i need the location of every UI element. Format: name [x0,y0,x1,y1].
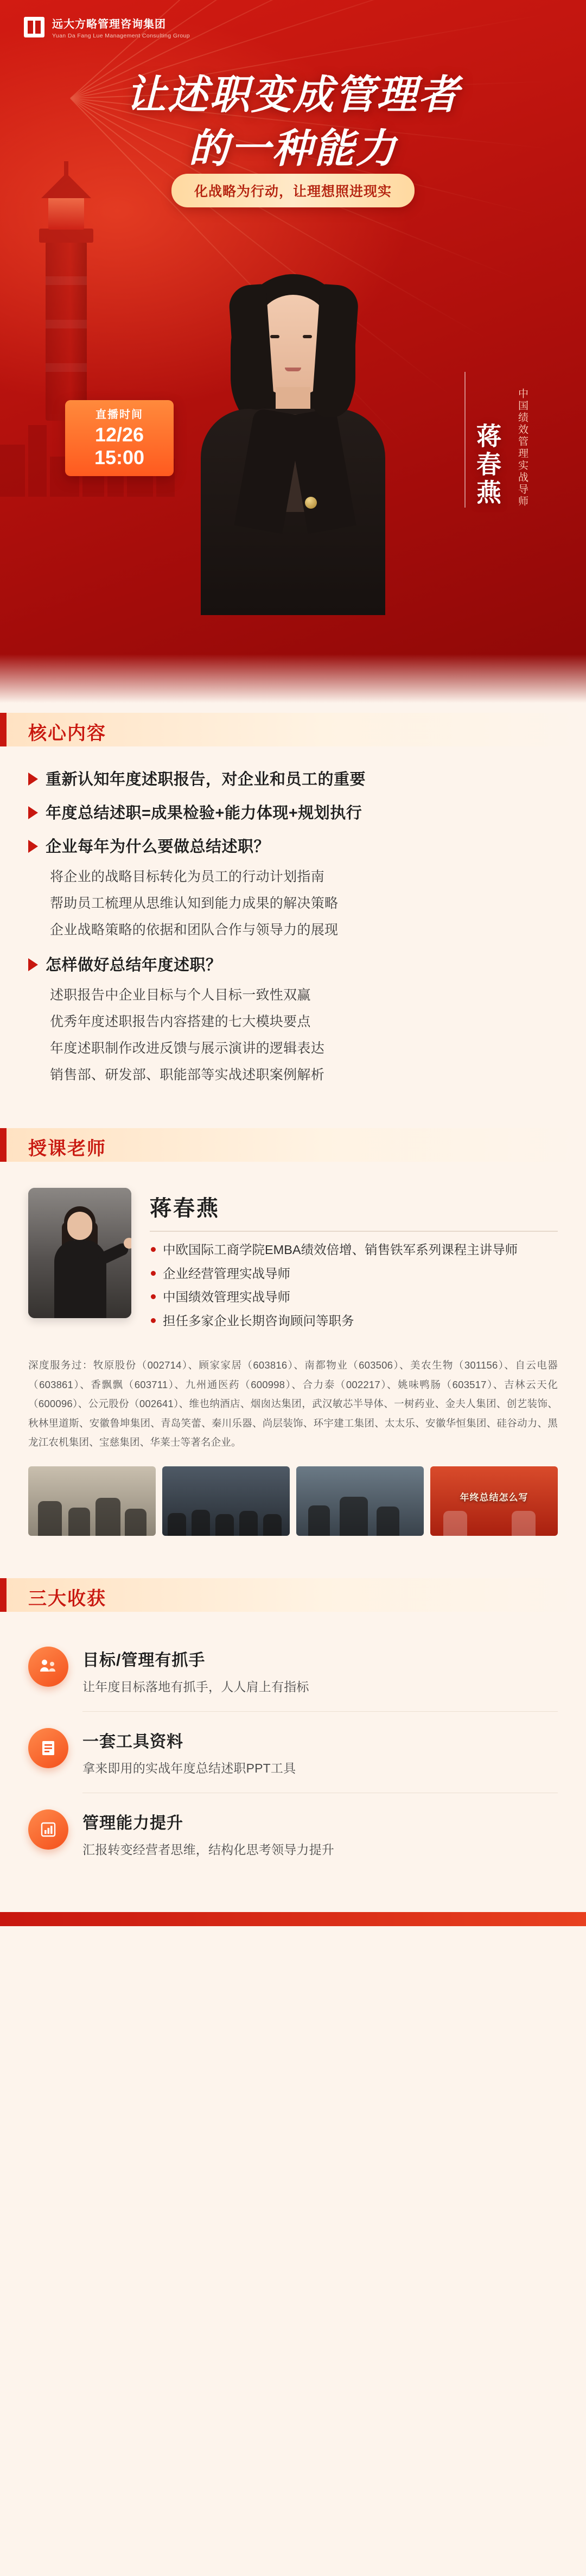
credential-text: 中欧国际工商学院EMBA绩效倍增、销售铁军系列课程主讲导师 [163,1243,518,1257]
list-item [50,1035,558,1062]
core-content-section [0,703,586,1118]
gain-text [82,1728,296,1776]
gain-text [82,1809,334,1858]
list-item-text: 年度述职制作改进反馈与展示演讲的逻辑表达 [50,1040,325,1056]
credential-text: 企业经营管理实战导师 [163,1266,290,1281]
gains-body [0,1621,586,1912]
list-item [50,917,558,944]
footer-bar [0,1912,586,1926]
lighthouse-decoration [23,166,110,421]
teacher-section [0,1118,586,1535]
deep-service-paragraph: 深度服务过：牧原股份（002714）、顾家家居（603816）、南都物业（603506）、美农生物（301156）、自云电器（603861）、香飘飘（603711）、九州通医药（600998）、合力泰（002217）、姚味鸭肠（603517）、吉林云天化（600096）、公元股份（002641）、维也纳酒店、烟囱达集团，武汉敏芯半导体、一树药业、金夫人集团、创艺装饰、秋林里道斯、安徽鲁坤集团、青岛笑蕾、秦川乐器、尚层装饰、环宇建工集团、太太乐、安徽华恒集团、硅谷动力、黑龙江农机集团、宝慈集团、华莱士等著名企业。 [28,1359,558,1448]
teacher-info [150,1188,558,1334]
triangle-bullet-icon [28,840,38,853]
core-bullet [28,954,558,977]
core-section-title: 核心内容 [28,723,106,744]
credential-text: 担任多家企业长期咨询顾问等职务 [163,1313,354,1328]
teacher-name: 蒋春燕 [150,1196,220,1221]
speaker-portrait [179,263,407,611]
event-photo-caption: 年终总结怎么写 [460,1492,528,1503]
list-item-text: 述职报告中企业目标与个人目标一致性双赢 [50,988,311,1003]
hero-title-line1: 让述职变成管理者 [126,73,460,118]
list-item-text: 企业战略策略的依据和团队合作与领导力的展现 [50,922,339,938]
event-photo [430,1466,558,1536]
list-item-text: 优秀年度述职报告内容搭建的七大模块要点 [50,1014,311,1030]
gain-desc: 汇报转变经营者思维，结构化思考领导力提升 [82,1842,334,1857]
credential-text: 中国绩效管理实战导师 [163,1290,290,1305]
gain-desc: 拿来即用的实战年度总结述职PPT工具 [82,1761,296,1775]
live-time-badge [65,400,174,476]
list-item [150,1311,558,1332]
gains-section [0,1568,586,1912]
core-bullet [28,836,558,858]
target-people-icon [28,1647,68,1687]
event-photo-strip [28,1466,558,1536]
list-item [150,1239,558,1261]
core-section-header [0,703,586,755]
gains-section-header [0,1568,586,1621]
gain-desc: 让年度目标落地有抓手，人人肩上有指标 [82,1679,309,1694]
gain-title: 一套工具资料 [82,1732,183,1751]
speaker-divider [464,372,466,508]
triangle-bullet-icon [28,773,38,786]
list-item-text: 将企业的战略目标转化为员工的行动计划指南 [50,869,325,885]
teacher-credentials-list [150,1239,558,1332]
core-content-body [0,755,586,1118]
core-bullet [28,802,558,825]
speaker-name: 蒋春燕 [473,423,501,508]
list-item [50,982,558,1009]
brand-logo [24,15,190,39]
teacher-card [28,1188,558,1334]
toolkit-document-icon [28,1728,68,1768]
list-item [50,890,558,917]
core-sublist [50,982,558,1088]
list-item [50,864,558,890]
speaker-title: 中国绩效管理实战导师 [517,388,528,508]
core-bullet-text: 怎样做好总结年度述职？ [46,957,222,974]
gain-item [28,1712,558,1793]
core-sublist [50,864,558,943]
gain-item [28,1793,558,1874]
gains-section-title: 三大收获 [28,1588,106,1609]
list-item [50,1062,558,1088]
list-item-text: 销售部、研发部、职能部等实战述职案例解析 [50,1067,325,1083]
list-item [150,1263,558,1284]
event-photo [28,1466,156,1536]
gain-item [28,1630,558,1711]
teacher-body [0,1170,586,1339]
core-bullet-text: 企业每年为什么要做总结述职？ [46,838,270,856]
brand-name-cn: 远大方略管理咨询集团 [52,18,166,30]
growth-chart-icon [28,1809,68,1850]
hero-subtitle-ribbon: 化战略为行动，让理想照进现实 [171,174,415,207]
gain-title: 管理能力提升 [82,1814,183,1832]
teacher-section-header [0,1118,586,1170]
gain-title: 目标/管理有抓手 [82,1651,206,1669]
teacher-section-title: 授课老师 [28,1138,106,1160]
list-item [150,1287,558,1308]
brand-name-en: Yuan Da Fang Lue Management Consulting Group [52,33,190,39]
core-bullet-text: 重新认知年度述职报告，对企业和员工的重要 [46,771,366,788]
live-time: 15:00 [94,446,145,469]
hero-banner [0,0,586,703]
double-bar-logo-icon [24,17,44,37]
triangle-bullet-icon [28,958,38,971]
page-title [0,71,586,174]
divider [150,1231,558,1232]
gain-text [82,1647,309,1695]
core-bullet-text: 年度总结述职=成果检验+能力体现+规划执行 [46,805,362,822]
teacher-photo [28,1188,131,1318]
list-item-text: 帮助员工梳理从思维认知到能力成果的解决策略 [50,895,339,911]
live-label: 直播时间 [95,409,143,421]
event-photo [296,1466,424,1536]
core-bullet [28,768,558,791]
event-photo [162,1466,290,1536]
hero-fade [0,622,586,703]
list-item [50,1009,558,1035]
triangle-bullet-icon [28,806,38,819]
hero-title-line2: 的一种能力 [188,126,398,172]
live-date: 12/26 [94,423,144,446]
